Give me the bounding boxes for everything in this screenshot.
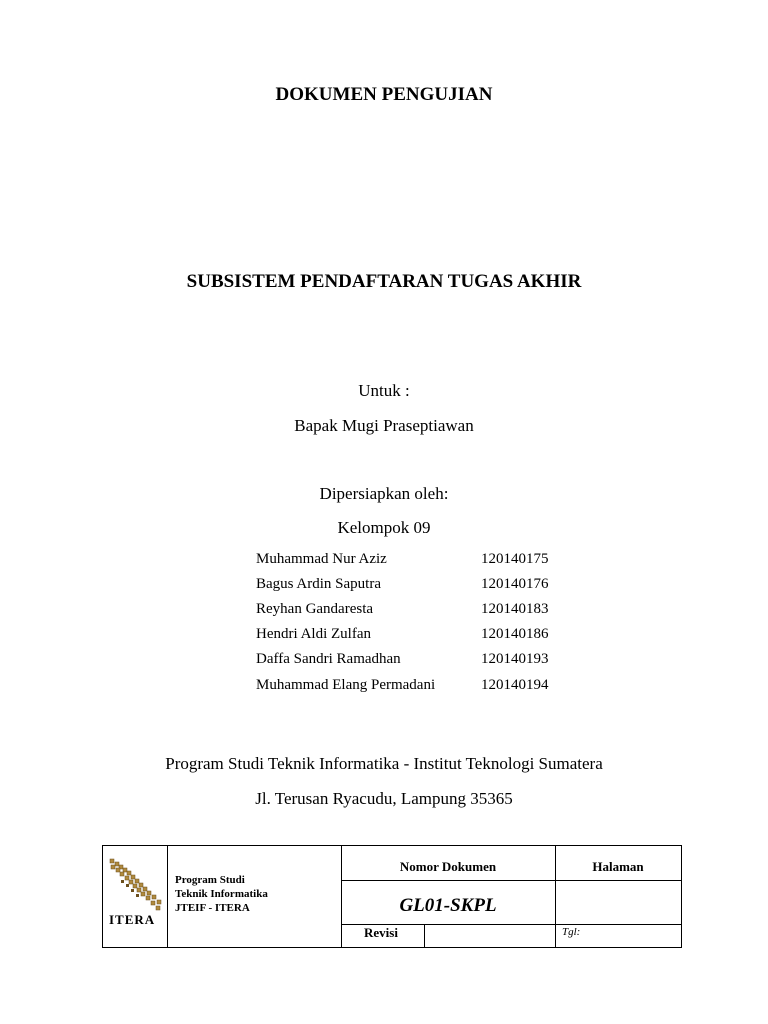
program-info	[175, 873, 268, 915]
member-name: Daffa Sandri Ramadhan	[256, 651, 401, 667]
recipient-label: Untuk :	[358, 381, 410, 400]
program-line: Teknik Informatika	[175, 888, 268, 900]
revisi-label: Revisi	[364, 925, 398, 940]
logo-text: ITERA	[109, 912, 156, 927]
member-name: Reyhan Gandaresta	[256, 601, 374, 617]
member-nim: 120140175	[481, 551, 549, 567]
address-line: Jl. Terusan Ryacudu, Lampung 35365	[255, 789, 513, 808]
table-divider	[555, 846, 556, 924]
member-row	[256, 626, 576, 646]
document-number: GL01-SKPL	[399, 895, 497, 916]
table-divider	[167, 846, 168, 947]
member-row	[256, 576, 576, 596]
table-divider	[341, 880, 681, 881]
institution-line: Program Studi Teknik Informatika - Institut Teknologi Sumatera	[165, 754, 603, 773]
member-name: Bagus Ardin Saputra	[256, 576, 381, 592]
program-line: JTEIF - ITERA	[175, 902, 250, 914]
member-row	[256, 677, 576, 697]
member-row	[256, 651, 576, 671]
member-row	[256, 601, 576, 621]
tgl-label: Tgl:	[562, 926, 581, 938]
prepared-by-label: Dipersiapkan oleh:	[319, 484, 449, 503]
table-divider	[555, 924, 556, 947]
member-name: Muhammad Elang Permadani	[256, 677, 436, 693]
document-title: DOKUMEN PENGUJIAN	[275, 84, 493, 105]
recipient-name: Bapak Mugi Praseptiawan	[294, 416, 474, 435]
group-name: Kelompok 09	[337, 518, 431, 537]
member-nim: 120140186	[481, 626, 549, 642]
table-divider	[424, 924, 425, 947]
itera-logo	[107, 856, 165, 928]
member-name: Hendri Aldi Zulfan	[256, 626, 371, 642]
document-subtitle: SUBSISTEM PENDAFTARAN TUGAS AKHIR	[186, 271, 582, 292]
nomor-dokumen-label: Nomor Dokumen	[399, 859, 497, 874]
program-line: Program Studi	[175, 874, 245, 886]
member-name: Muhammad Nur Aziz	[256, 551, 387, 567]
member-nim: 120140176	[481, 576, 549, 592]
document-info-table	[102, 845, 682, 948]
member-nim: 120140194	[481, 677, 549, 693]
member-row	[256, 551, 576, 571]
itera-logo-icon	[107, 856, 165, 916]
halaman-label: Halaman	[592, 859, 644, 874]
member-nim: 120140193	[481, 651, 549, 667]
member-nim: 120140183	[481, 601, 549, 617]
